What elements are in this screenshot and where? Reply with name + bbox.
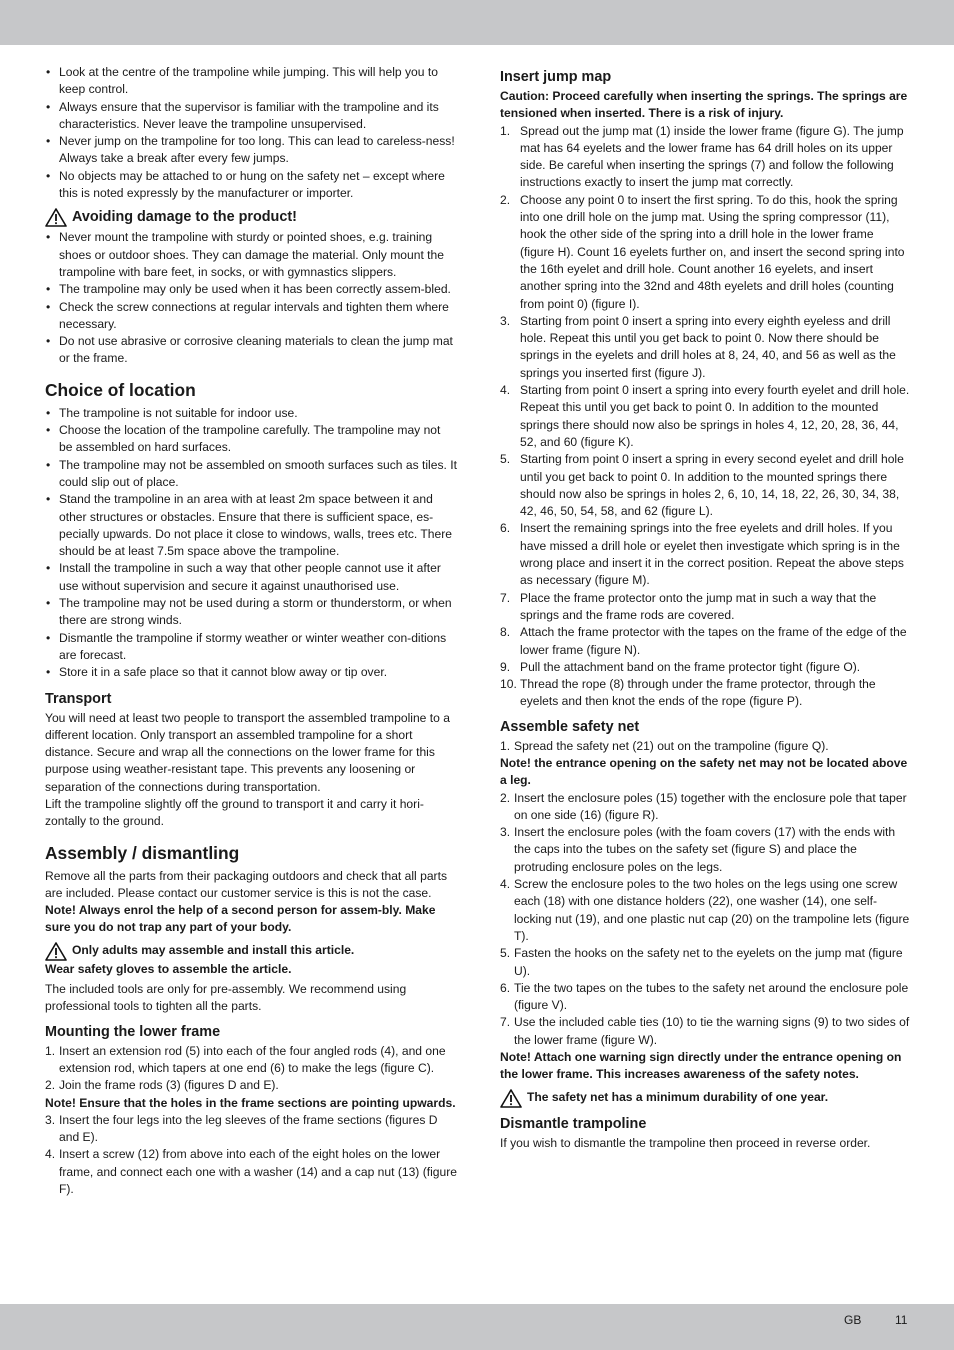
assembly-paragraph: Remove all the parts from their packaging outdoors and check that all parts are included. Please contact our customer service is this is not the case. bbox=[45, 868, 447, 900]
jumpmap-heading: Insert jump map bbox=[500, 69, 612, 85]
transport-paragraph-2: Lift the trampoline slightly off the ground to transport it and carry it hori-zontally to the ground. bbox=[45, 796, 424, 829]
list-item bbox=[500, 451, 910, 520]
step-text: Insert the remaining springs into the free eyelets and drill holes. If you have missed a drill hole or eyelet then investigate which spring is in the wrong place and insert it in the correct position. Repeat the above steps as necessary (figure M). bbox=[520, 521, 904, 588]
step-text: Screw the enclosure poles to the two holes on the legs using one screw each (18) with one distance holders (22), one washer (14), one self-locking nut (19), and one plastic nut cap (20) on the trampoline lets (figure T). bbox=[514, 877, 910, 943]
list-item bbox=[45, 1112, 457, 1147]
step-text: Spread the safety net (21) out on the trampoline (figure Q). bbox=[514, 738, 829, 753]
step-number: 1. bbox=[45, 1043, 56, 1058]
list-item bbox=[500, 192, 910, 313]
adults-warning bbox=[45, 942, 457, 961]
list-item: • Never jump on the trampoline for too long. This can lead to careless-ness! Always take a break after every few jumps. bbox=[45, 133, 457, 168]
step-number: 5. bbox=[500, 452, 511, 467]
step-text: Insert a screw (12) from above into each of the eight holes on the lower frame, and connect each one with a washer (14) and a cap nut (13) (figure F). bbox=[59, 1147, 457, 1197]
warning-icon bbox=[500, 1089, 522, 1108]
assembly-heading: Assembly / dismantling bbox=[45, 842, 240, 863]
step-number: 4. bbox=[500, 383, 511, 398]
step-number: 2. bbox=[500, 790, 511, 805]
mounting-steps-continued bbox=[45, 1112, 457, 1198]
step-number: 5. bbox=[500, 946, 511, 961]
page-number: 11 bbox=[895, 1313, 908, 1327]
list-item bbox=[500, 876, 910, 945]
step-number: 2. bbox=[45, 1078, 56, 1093]
step-number: 4. bbox=[45, 1147, 56, 1162]
transport-heading: Transport bbox=[45, 690, 112, 707]
dismantle-paragraph: If you wish to dismantle the trampoline then proceed in reverse order. bbox=[500, 1135, 871, 1150]
warning-sign-note: Note! Attach one warning sign directly under the entrance opening on the lower frame. This increases awareness of the safety notes. bbox=[500, 1050, 902, 1082]
gloves-note: Wear safety gloves to assemble the article. bbox=[45, 961, 292, 976]
safetynet-note: Note! the entrance opening on the safety net may not be located above a leg. bbox=[500, 755, 908, 788]
list-item bbox=[500, 659, 910, 676]
step-number: 2. bbox=[500, 192, 511, 207]
step-text: Starting from point 0 insert a spring into every fourth eyelet and drill hole. Repeat this until you get back to point 0. In addition to the mounted springs there should now also be springs in holes 4, 12, 20, 28, 36, 44, 52, and 60 (figure K). bbox=[520, 383, 910, 449]
footer-bar bbox=[0, 1304, 954, 1350]
step-text: Starting from point 0 insert a spring into every eighth eyeless and drill hole. Repeat this until you get back to point 0. Now there should be springs in the eyelets and drill holes at 8, 24, 40, and 56 as well as the springs you inserted first (figure J). bbox=[520, 313, 896, 380]
step-text: Pull the attachment band on the frame protector tight (figure O). bbox=[520, 659, 861, 674]
list-item: • Store it in a safe place so that it cannot blow away or tip over. bbox=[45, 664, 457, 681]
step-number: 9. bbox=[500, 659, 511, 674]
durability-warning bbox=[500, 1089, 910, 1108]
mounting-steps bbox=[45, 1043, 457, 1095]
list-item: • Always ensure that the supervisor is familiar with the trampoline and its characteristics. Never leave the trampoline unsupervised. bbox=[45, 99, 457, 134]
list-item: • Stand the trampoline in an area with at least 2m space between it and other structures or obstacles. Ensure that there is sufficient space, es-pecially upwards. Do not place it close to windows, walls, trees etc. There should be at least 7.5m space above the trampoline. bbox=[45, 491, 457, 560]
list-item bbox=[500, 123, 910, 192]
step-text: Insert the enclosure poles (15) together with the enclosure pole that taper on one side (16) (figure R). bbox=[514, 790, 907, 822]
list-item bbox=[500, 676, 910, 711]
left-column bbox=[45, 64, 457, 1198]
location-heading: Choice of location bbox=[45, 379, 196, 400]
adults-warning-text: Only adults may assemble and install this article. bbox=[72, 942, 355, 957]
list-item: • The trampoline may not be used during a storm or thunderstorm, or when there are strong winds. bbox=[45, 595, 457, 630]
damage-bullet-list bbox=[45, 229, 457, 367]
damage-heading bbox=[45, 208, 457, 227]
step-text: Place the frame protector onto the jump mat in such a way that the springs and the frame rods are covered. bbox=[520, 590, 877, 622]
list-item: • The trampoline may only be used when it has been correctly assem-bled. bbox=[45, 281, 457, 298]
list-item: • The trampoline may not be assembled on smooth surfaces such as tiles. It could slip out of place. bbox=[45, 457, 457, 492]
list-item bbox=[500, 520, 910, 589]
damage-heading-text: Avoiding damage to the product! bbox=[72, 209, 297, 226]
safetynet-steps bbox=[500, 790, 910, 1049]
language-code: GB bbox=[844, 1313, 862, 1327]
header-bar bbox=[0, 0, 954, 45]
list-item bbox=[500, 313, 910, 382]
list-item: • Dismantle the trampoline if stormy weather or winter weather con-ditions are forecast. bbox=[45, 630, 457, 665]
step-number: 8. bbox=[500, 625, 511, 640]
tools-paragraph: The included tools are only for pre-assembly. We recommend using professional tools to tighten all the parts. bbox=[45, 982, 407, 1014]
list-item bbox=[45, 1077, 457, 1094]
list-item bbox=[500, 945, 910, 980]
list-item bbox=[500, 1014, 910, 1049]
list-item bbox=[45, 1043, 457, 1078]
mounting-note: Note! Ensure that the holes in the frame sections are pointing upwards. bbox=[45, 1095, 456, 1110]
step-number: 1. bbox=[500, 123, 511, 138]
list-item: • Do not use abrasive or corrosive cleaning materials to clean the jump mat or the frame. bbox=[45, 333, 457, 368]
list-item: • Check the screw connections at regular intervals and tighten them where necessary. bbox=[45, 299, 457, 334]
jumpmap-caution: Caution: Proceed carefully when inserting the springs. The springs are tensioned when inserted. There is a risk of injury. bbox=[500, 89, 908, 121]
step-text: Insert the four legs into the leg sleeves of the frame sections (figures D and E). bbox=[59, 1112, 438, 1145]
step-text: Join the frame rods (3) (figures D and E). bbox=[59, 1078, 279, 1093]
list-item: • Never mount the trampoline with sturdy or pointed shoes, e.g. training shoes or outdoor shoes. They can damage the material. Only mount the trampoline with bare feet, in socks, or with gymnastics slippers. bbox=[45, 229, 457, 281]
list-item bbox=[500, 980, 910, 1015]
list-item bbox=[500, 790, 910, 825]
safetynet-heading: Assemble safety net bbox=[500, 718, 640, 735]
step-text: Attach the frame protector with the tapes on the frame of the edge of the lower frame (figure N). bbox=[520, 625, 907, 657]
step-number: 3. bbox=[500, 825, 511, 840]
step-text: Choose any point 0 to insert the first spring. To do this, hook the spring into one drill hole on the jump mat. Using the spring compressor (11), hook the other side of the spring into a drill hole in the lower frame (figure H). Count 16 eyelets further on, and insert the second spring into the 16th eyelet and drill hole. Count another 16 eyelets, and insert another spring into the 32nd and 48th eyelets and drill holes (counting from point 0) (figure I). bbox=[520, 192, 905, 311]
step-number: 6. bbox=[500, 521, 511, 536]
durability-warning-text: The safety net has a minimum durability of one year. bbox=[527, 1089, 829, 1104]
step-text: Thread the rope (8) through under the frame protector, through the eyelets and then knot the ends of the rope (figure P). bbox=[520, 677, 876, 709]
step-number: 3. bbox=[45, 1112, 56, 1127]
assembly-note: Note! Always enrol the help of a second person for assem-bly. Make sure you do not trap any part of your body. bbox=[45, 903, 436, 935]
warning-icon bbox=[45, 942, 67, 961]
list-item bbox=[45, 1146, 457, 1198]
step-number: 6. bbox=[500, 980, 511, 995]
step-number: 4. bbox=[500, 877, 511, 892]
list-item bbox=[500, 382, 910, 451]
list-item: • Look at the centre of the trampoline while jumping. This will help you to keep control. bbox=[45, 64, 457, 99]
step-number: 7. bbox=[500, 590, 511, 605]
intro-bullet-list bbox=[45, 64, 457, 202]
warning-icon bbox=[45, 208, 67, 227]
step-number: 3. bbox=[500, 313, 511, 328]
mounting-heading: Mounting the lower frame bbox=[45, 1023, 221, 1040]
step-text: Use the included cable ties (10) to tie the warning signs (9) to two sides of the lower frame (figure W). bbox=[514, 1015, 910, 1047]
step-text: Starting from point 0 insert a spring in every second eyelet and drill hole until you get back to point 0. In addition to the mounted springs there should now also be springs in holes 2, 6, 10, 14, 18, 22, 26, 30, 34, 38, 42, 46, 50, 54, 58, and 62 (figure L). bbox=[520, 452, 904, 519]
right-column bbox=[500, 64, 910, 1152]
step-text: Fasten the hooks on the safety net to the eyelets on the jump mat (figure U). bbox=[514, 946, 903, 978]
step-text: Spread out the jump mat (1) inside the lower frame (figure G). The jump mat has 64 eyelets and the lower frame has 64 drill holes on its upper side. Be careful when inserting the springs (7) and follow the following instructions exactly to insert the jump mat correctly. bbox=[520, 123, 904, 190]
transport-paragraph: You will need at least two people to transport the assembled trampoline to a different location. Only transport an assembled trampoline for a short distance. Secure and wrap all the connections on the lower frame for this purpose using weather-resistant tape. This prevents any loosening or separation of the connections during transportation. bbox=[45, 710, 450, 794]
list-item bbox=[500, 590, 910, 625]
jumpmap-steps bbox=[500, 123, 910, 711]
safetynet-step-1 bbox=[500, 738, 910, 755]
step-number: 10. bbox=[500, 677, 517, 692]
list-item: • Install the trampoline in such a way that other people cannot use it after use without supervision and secure it against unauthorised use. bbox=[45, 560, 457, 595]
list-item bbox=[500, 624, 910, 659]
list-item: • The trampoline is not suitable for indoor use. bbox=[45, 405, 457, 422]
list-item bbox=[500, 738, 910, 755]
step-text: Insert an extension rod (5) into each of the four angled rods (4), and one extension rod, which tapers at one end (6) to make the legs (figure C). bbox=[59, 1043, 446, 1075]
step-number: 7. bbox=[500, 1015, 511, 1030]
list-item bbox=[500, 824, 910, 876]
step-text: Tie the two tapes on the tubes to the safety net around the enclosure pole (figure V). bbox=[514, 980, 909, 1013]
dismantle-heading: Dismantle trampoline bbox=[500, 1115, 647, 1132]
list-item: • No objects may be attached to or hung on the safety net – except where this is noted expressly by the manufacturer or importer. bbox=[45, 168, 457, 203]
step-text: Insert the enclosure poles (with the foam covers (17) with the ends with the caps into the tubes on the safety set (figure S) and place the protruding enclosure poles on the legs. bbox=[514, 825, 896, 874]
location-bullet-list bbox=[45, 405, 457, 682]
step-number: 1. bbox=[500, 738, 511, 753]
list-item: • Choose the location of the trampoline carefully. The trampoline may not be assembled on hard surfaces. bbox=[45, 422, 457, 457]
